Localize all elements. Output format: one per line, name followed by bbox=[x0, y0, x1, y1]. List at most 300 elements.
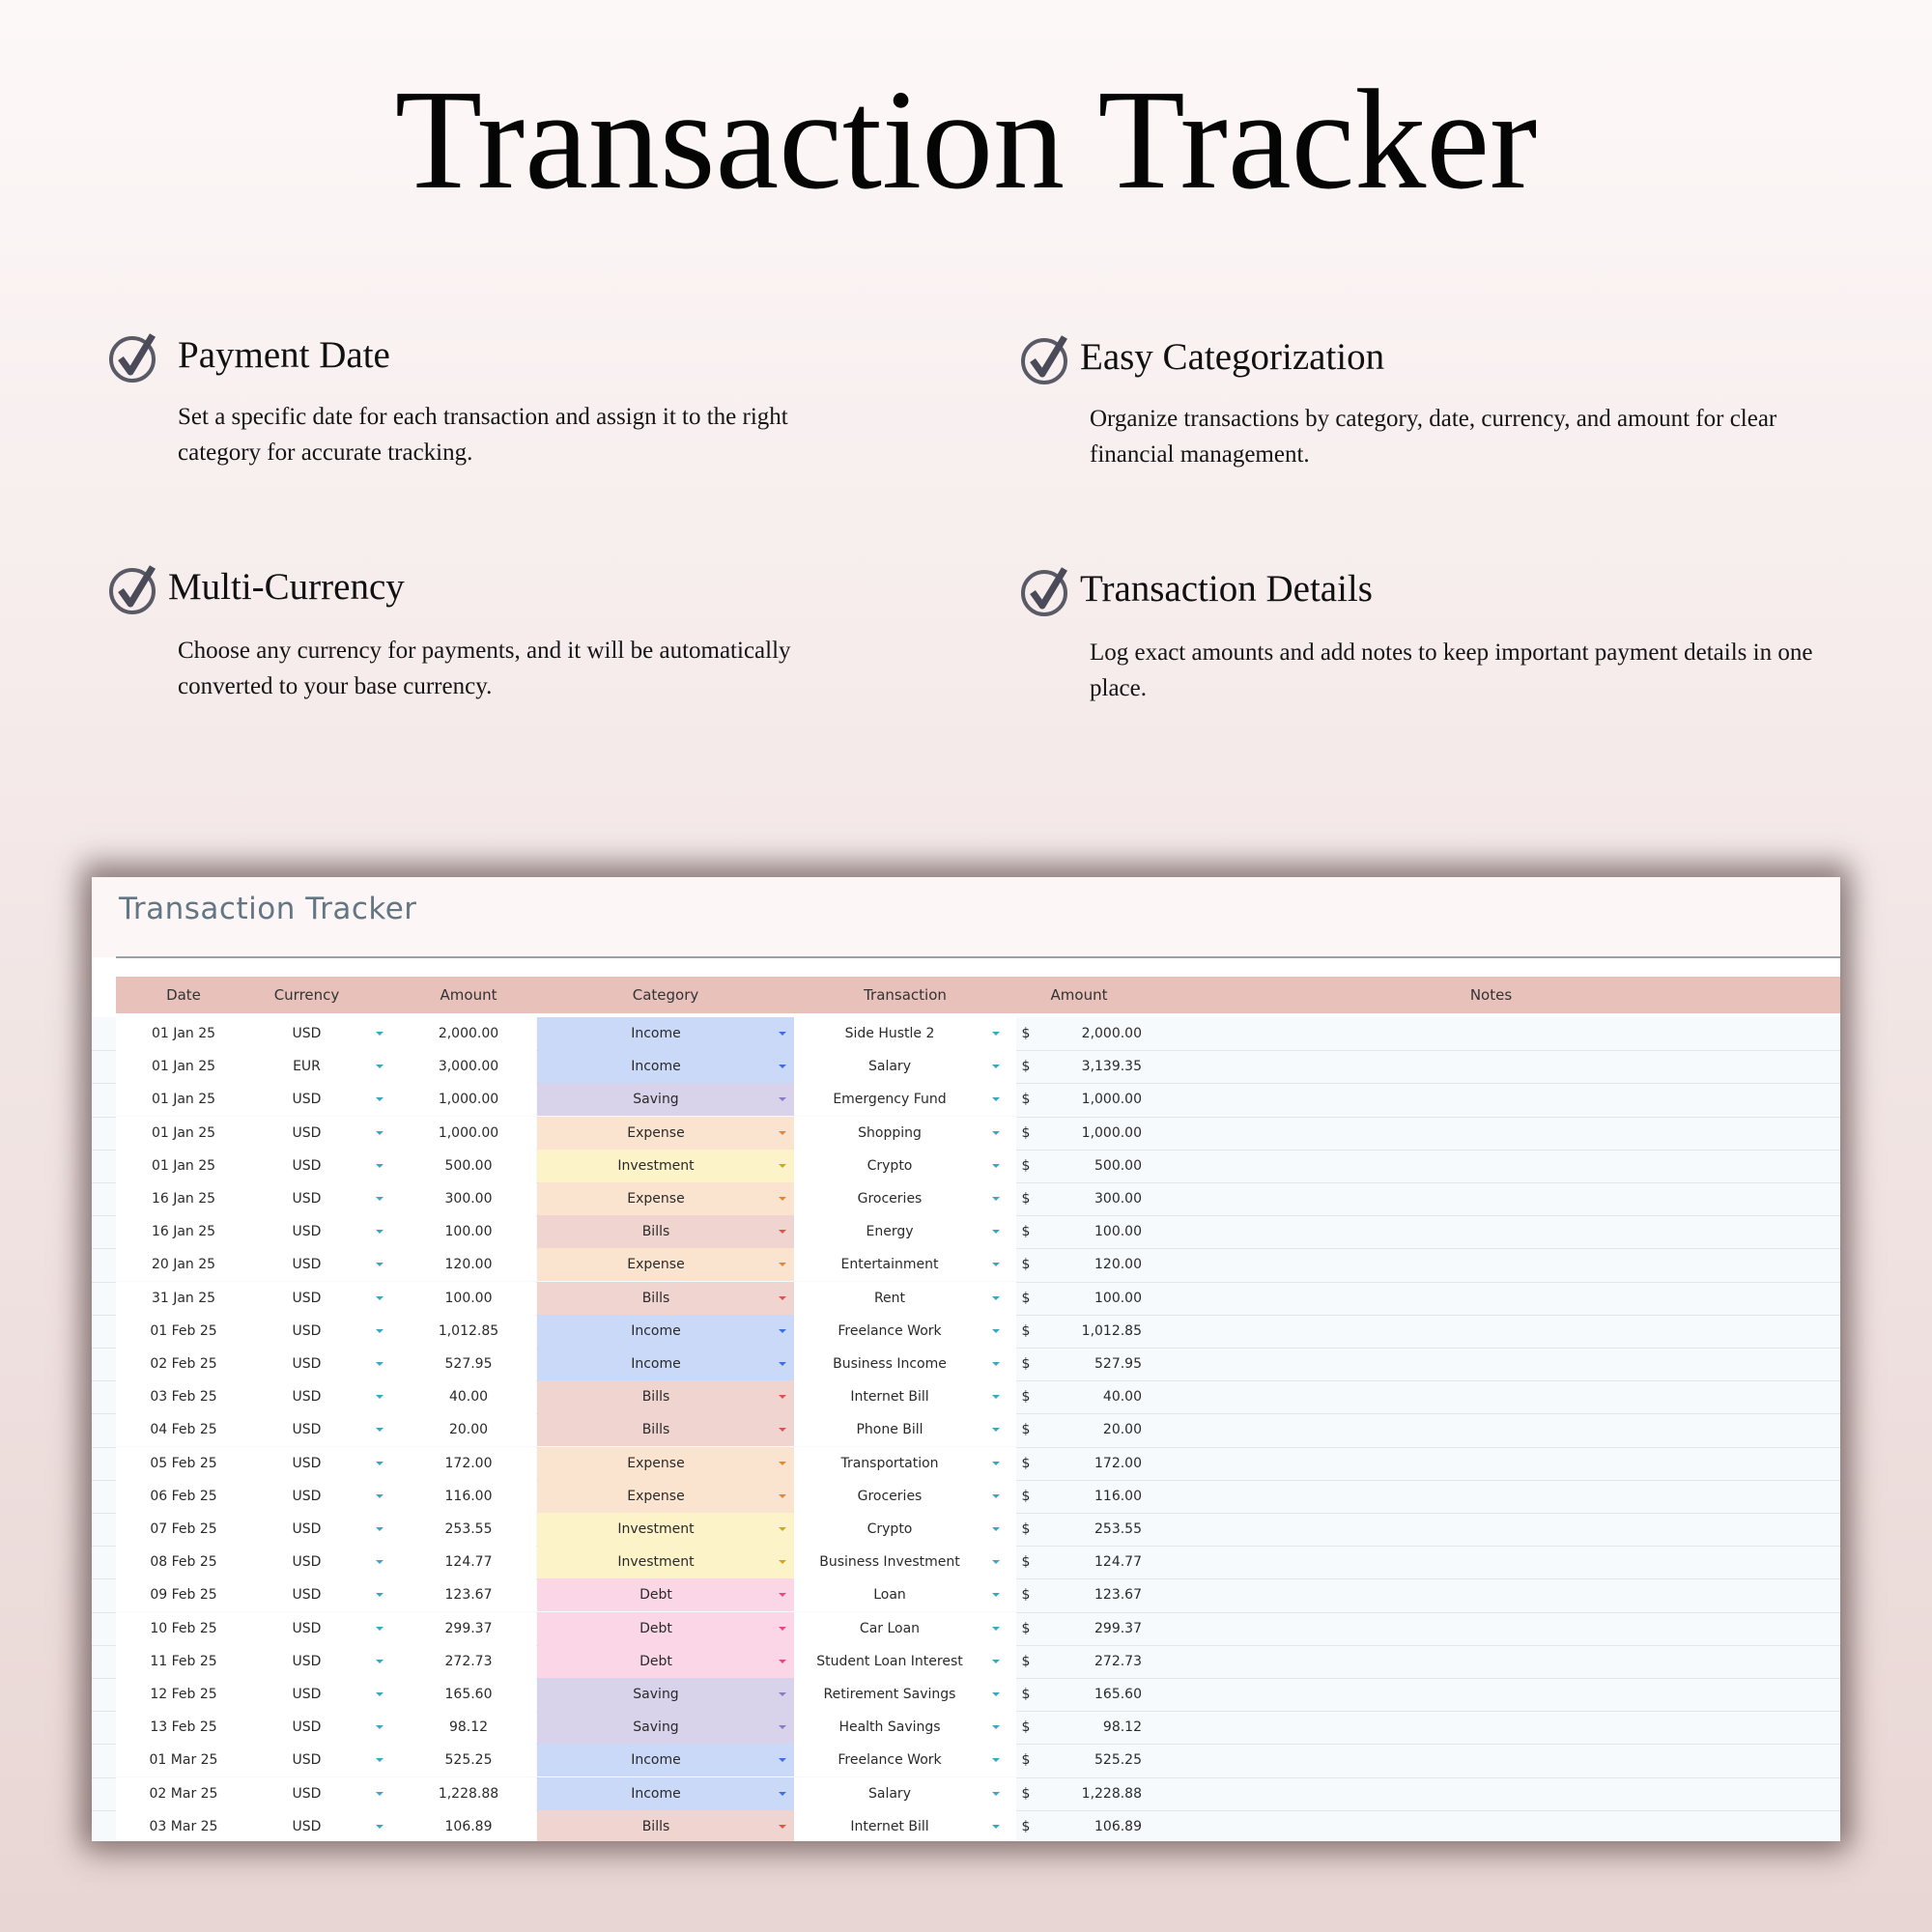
column-header-amount[interactable]: Amount bbox=[440, 986, 497, 1004]
category-dropdown[interactable] bbox=[537, 1413, 794, 1446]
date-cell[interactable]: 16 Jan 25 bbox=[116, 1215, 251, 1248]
dropdown-arrow-icon[interactable] bbox=[779, 1494, 786, 1498]
transaction-value: Internet Bill bbox=[850, 1389, 929, 1406]
amount-cell[interactable]: 98.12 bbox=[401, 1711, 536, 1744]
currency-value: USD bbox=[292, 1521, 322, 1537]
currency-symbol: $ bbox=[1021, 1587, 1031, 1604]
date-cell[interactable]: 01 Jan 25 bbox=[116, 1150, 251, 1182]
transaction-dropdown[interactable] bbox=[794, 1248, 1016, 1281]
dropdown-arrow-icon[interactable] bbox=[992, 1593, 1000, 1597]
dropdown-arrow-icon[interactable] bbox=[779, 1395, 786, 1399]
category-dropdown[interactable] bbox=[537, 1215, 794, 1248]
transaction-dropdown[interactable] bbox=[794, 1711, 1016, 1744]
dropdown-arrow-icon[interactable] bbox=[376, 1164, 384, 1168]
dropdown-arrow-icon[interactable] bbox=[992, 1494, 1000, 1498]
currency-dropdown[interactable] bbox=[251, 1083, 401, 1116]
currency-dropdown[interactable] bbox=[251, 1017, 401, 1050]
currency-dropdown[interactable] bbox=[251, 1117, 401, 1150]
currency-symbol: $ bbox=[1021, 1620, 1031, 1636]
sheet-header bbox=[92, 877, 1840, 957]
column-header-transaction[interactable]: Transaction bbox=[864, 986, 947, 1004]
currency-dropdown[interactable] bbox=[251, 1578, 401, 1611]
dropdown-arrow-icon[interactable] bbox=[779, 1527, 786, 1531]
currency-dropdown[interactable] bbox=[251, 1215, 401, 1248]
currency-value: USD bbox=[292, 1719, 322, 1736]
table-row bbox=[92, 1182, 1840, 1216]
date-cell[interactable]: 16 Jan 25 bbox=[116, 1182, 251, 1215]
dropdown-arrow-icon[interactable] bbox=[376, 1395, 384, 1399]
category-value: Expense bbox=[627, 1455, 685, 1471]
date-cell[interactable]: 05 Feb 25 bbox=[116, 1447, 251, 1480]
date-cell[interactable]: 01 Jan 25 bbox=[116, 1083, 251, 1116]
category-value: Income bbox=[631, 1322, 681, 1339]
dropdown-arrow-icon[interactable] bbox=[376, 1065, 384, 1068]
base-amount-cell: 272.73 bbox=[1094, 1653, 1142, 1669]
transaction-dropdown[interactable] bbox=[794, 1282, 1016, 1315]
base-amount-cell: 2,000.00 bbox=[1081, 1026, 1142, 1041]
currency-dropdown[interactable] bbox=[251, 1513, 401, 1546]
dropdown-arrow-icon[interactable] bbox=[779, 1428, 786, 1432]
dropdown-arrow-icon[interactable] bbox=[992, 1263, 1000, 1266]
transaction-dropdown[interactable] bbox=[794, 1083, 1016, 1116]
base-amount-cell: 116.00 bbox=[1094, 1488, 1142, 1504]
transaction-dropdown[interactable] bbox=[794, 1017, 1016, 1050]
date-cell[interactable]: 11 Feb 25 bbox=[116, 1645, 251, 1678]
dropdown-arrow-icon[interactable] bbox=[779, 1329, 786, 1333]
transaction-value: Internet Bill bbox=[850, 1818, 929, 1834]
transaction-value: Emergency Fund bbox=[833, 1092, 947, 1108]
category-dropdown[interactable] bbox=[537, 1711, 794, 1744]
date-cell[interactable]: 01 Feb 25 bbox=[116, 1315, 251, 1348]
transaction-value: Side Hustle 2 bbox=[844, 1026, 935, 1041]
currency-dropdown[interactable] bbox=[251, 1612, 401, 1645]
table-row bbox=[92, 1777, 1840, 1811]
currency-dropdown[interactable] bbox=[251, 1744, 401, 1776]
transaction-value: Car Loan bbox=[859, 1620, 921, 1636]
currency-value: USD bbox=[292, 1092, 322, 1108]
category-dropdown[interactable] bbox=[537, 1480, 794, 1513]
transaction-value: Rent bbox=[873, 1290, 906, 1306]
dropdown-arrow-icon[interactable] bbox=[376, 1131, 384, 1135]
amount-cell[interactable]: 1,000.00 bbox=[401, 1117, 536, 1150]
date-cell[interactable]: 01 Jan 25 bbox=[116, 1050, 251, 1083]
amount-cell[interactable]: 123.67 bbox=[401, 1578, 536, 1611]
table-row bbox=[92, 1348, 1840, 1381]
dropdown-arrow-icon[interactable] bbox=[376, 1593, 384, 1597]
date-cell[interactable]: 10 Feb 25 bbox=[116, 1612, 251, 1645]
date-cell[interactable]: 09 Feb 25 bbox=[116, 1578, 251, 1611]
category-dropdown[interactable] bbox=[537, 1380, 794, 1413]
transaction-dropdown[interactable] bbox=[794, 1215, 1016, 1248]
transaction-dropdown[interactable] bbox=[794, 1612, 1016, 1645]
dropdown-arrow-icon[interactable] bbox=[376, 1560, 384, 1564]
currency-dropdown[interactable] bbox=[251, 1348, 401, 1380]
amount-cell[interactable]: 525.25 bbox=[401, 1744, 536, 1776]
currency-symbol: $ bbox=[1021, 1389, 1031, 1406]
dropdown-arrow-icon[interactable] bbox=[992, 1197, 1000, 1201]
dropdown-arrow-icon[interactable] bbox=[779, 1692, 786, 1696]
base-amount-cell: 253.55 bbox=[1094, 1521, 1142, 1537]
feature-description: Set a specific date for each transaction and assign it to the right category for accurate tracking. bbox=[178, 404, 788, 466]
column-header-date[interactable]: Date bbox=[166, 986, 201, 1004]
table-row bbox=[92, 1050, 1840, 1084]
dropdown-arrow-icon[interactable] bbox=[992, 1395, 1000, 1399]
table-row bbox=[92, 1612, 1840, 1646]
amount-cell[interactable]: 272.73 bbox=[401, 1645, 536, 1678]
currency-symbol: $ bbox=[1021, 1092, 1031, 1108]
date-cell[interactable]: 01 Jan 25 bbox=[116, 1117, 251, 1150]
category-dropdown[interactable] bbox=[537, 1513, 794, 1546]
transaction-dropdown[interactable] bbox=[794, 1150, 1016, 1182]
transaction-dropdown[interactable] bbox=[794, 1513, 1016, 1546]
sheet-title: Transaction Tracker bbox=[119, 892, 417, 926]
date-cell[interactable]: 02 Feb 25 bbox=[116, 1348, 251, 1380]
dropdown-arrow-icon[interactable] bbox=[376, 1527, 384, 1531]
category-dropdown[interactable] bbox=[537, 1810, 794, 1841]
transaction-dropdown[interactable] bbox=[794, 1777, 1016, 1810]
dropdown-arrow-icon[interactable] bbox=[779, 1362, 786, 1366]
amount-cell[interactable]: 1,012.85 bbox=[401, 1315, 536, 1348]
currency-dropdown[interactable] bbox=[251, 1678, 401, 1711]
currency-symbol: $ bbox=[1021, 1488, 1031, 1504]
transaction-value: Business Investment bbox=[819, 1554, 960, 1571]
dropdown-arrow-icon[interactable] bbox=[376, 1428, 384, 1432]
dropdown-arrow-icon[interactable] bbox=[992, 1792, 1000, 1796]
currency-symbol: $ bbox=[1021, 1752, 1031, 1769]
base-amount-cell: 123.67 bbox=[1094, 1587, 1142, 1604]
amount-cell[interactable]: 106.89 bbox=[401, 1810, 536, 1841]
currency-dropdown[interactable] bbox=[251, 1480, 401, 1513]
table-row bbox=[92, 1380, 1840, 1414]
dropdown-arrow-icon[interactable] bbox=[779, 1758, 786, 1762]
amount-cell[interactable]: 165.60 bbox=[401, 1678, 536, 1711]
category-value: Income bbox=[631, 1752, 681, 1769]
currency-symbol: $ bbox=[1021, 1653, 1031, 1669]
currency-dropdown[interactable] bbox=[251, 1282, 401, 1315]
table-row bbox=[92, 1117, 1840, 1151]
transaction-value: Phone Bill bbox=[856, 1422, 923, 1438]
date-cell[interactable]: 31 Jan 25 bbox=[116, 1282, 251, 1315]
dropdown-arrow-icon[interactable] bbox=[779, 1462, 786, 1465]
currency-dropdown[interactable] bbox=[251, 1711, 401, 1744]
category-value: Income bbox=[631, 1026, 681, 1041]
currency-value: USD bbox=[292, 1488, 322, 1504]
date-cell[interactable]: 07 Feb 25 bbox=[116, 1513, 251, 1546]
date-cell[interactable]: 01 Mar 25 bbox=[116, 1744, 251, 1776]
date-cell[interactable]: 20 Jan 25 bbox=[116, 1248, 251, 1281]
dropdown-arrow-icon[interactable] bbox=[376, 1329, 384, 1333]
base-amount-cell: 165.60 bbox=[1094, 1687, 1142, 1702]
dropdown-arrow-icon[interactable] bbox=[992, 1758, 1000, 1762]
transaction-value: Groceries bbox=[857, 1191, 923, 1207]
transaction-dropdown[interactable] bbox=[794, 1645, 1016, 1678]
dropdown-arrow-icon[interactable] bbox=[992, 1065, 1000, 1068]
dropdown-arrow-icon[interactable] bbox=[376, 1758, 384, 1762]
dropdown-arrow-icon[interactable] bbox=[376, 1792, 384, 1796]
dropdown-arrow-icon[interactable] bbox=[376, 1825, 384, 1829]
currency-value: USD bbox=[292, 1455, 322, 1471]
base-amount-cell: 300.00 bbox=[1094, 1191, 1142, 1207]
currency-symbol: $ bbox=[1021, 1224, 1031, 1240]
dropdown-arrow-icon[interactable] bbox=[376, 1032, 384, 1036]
category-value: Debt bbox=[639, 1587, 672, 1604]
currency-dropdown[interactable] bbox=[251, 1150, 401, 1182]
category-dropdown[interactable] bbox=[537, 1744, 794, 1776]
category-dropdown[interactable] bbox=[537, 1645, 794, 1678]
category-dropdown[interactable] bbox=[537, 1315, 794, 1348]
transaction-dropdown[interactable] bbox=[794, 1050, 1016, 1083]
amount-cell[interactable]: 40.00 bbox=[401, 1380, 536, 1413]
transaction-dropdown[interactable] bbox=[794, 1182, 1016, 1215]
currency-symbol: $ bbox=[1021, 1191, 1031, 1207]
table-row bbox=[92, 1150, 1840, 1183]
dropdown-arrow-icon[interactable] bbox=[376, 1725, 384, 1729]
currency-dropdown[interactable] bbox=[251, 1447, 401, 1480]
check-circle-icon bbox=[108, 331, 160, 384]
dropdown-arrow-icon[interactable] bbox=[779, 1131, 786, 1135]
transaction-dropdown[interactable] bbox=[794, 1447, 1016, 1480]
base-amount-cell: 172.00 bbox=[1094, 1455, 1142, 1471]
dropdown-arrow-icon[interactable] bbox=[376, 1097, 384, 1101]
dropdown-arrow-icon[interactable] bbox=[779, 1164, 786, 1168]
date-cell[interactable]: 06 Feb 25 bbox=[116, 1480, 251, 1513]
transaction-value: Groceries bbox=[857, 1488, 923, 1504]
category-dropdown[interactable] bbox=[537, 1050, 794, 1083]
dropdown-arrow-icon[interactable] bbox=[992, 1627, 1000, 1631]
dropdown-arrow-icon[interactable] bbox=[992, 1527, 1000, 1531]
currency-dropdown[interactable] bbox=[251, 1050, 401, 1083]
amount-cell[interactable]: 100.00 bbox=[401, 1215, 536, 1248]
currency-dropdown[interactable] bbox=[251, 1248, 401, 1281]
dropdown-arrow-icon[interactable] bbox=[992, 1428, 1000, 1432]
transaction-value: Retirement Savings bbox=[823, 1687, 956, 1702]
dropdown-arrow-icon[interactable] bbox=[376, 1263, 384, 1266]
category-value: Debt bbox=[639, 1653, 672, 1669]
dropdown-arrow-icon[interactable] bbox=[779, 1560, 786, 1564]
base-amount-cell: 40.00 bbox=[1102, 1389, 1142, 1406]
currency-dropdown[interactable] bbox=[251, 1182, 401, 1215]
transaction-dropdown[interactable] bbox=[794, 1810, 1016, 1841]
amount-cell[interactable]: 172.00 bbox=[401, 1447, 536, 1480]
base-amount-cell: 3,139.35 bbox=[1081, 1059, 1142, 1075]
category-dropdown[interactable] bbox=[537, 1117, 794, 1150]
transaction-dropdown[interactable] bbox=[794, 1413, 1016, 1446]
category-dropdown[interactable] bbox=[537, 1248, 794, 1281]
dropdown-arrow-icon[interactable] bbox=[992, 1462, 1000, 1465]
check-circle-icon bbox=[108, 563, 160, 615]
dropdown-arrow-icon[interactable] bbox=[992, 1032, 1000, 1036]
category-value: Bills bbox=[641, 1224, 670, 1240]
dropdown-arrow-icon[interactable] bbox=[376, 1627, 384, 1631]
currency-value: USD bbox=[292, 1257, 322, 1273]
dropdown-arrow-icon[interactable] bbox=[779, 1660, 786, 1663]
date-cell[interactable]: 08 Feb 25 bbox=[116, 1546, 251, 1578]
dropdown-arrow-icon[interactable] bbox=[779, 1065, 786, 1068]
base-amount-cell: 1,000.00 bbox=[1081, 1092, 1142, 1108]
currency-dropdown[interactable] bbox=[251, 1777, 401, 1810]
amount-cell[interactable]: 299.37 bbox=[401, 1612, 536, 1645]
dropdown-arrow-icon[interactable] bbox=[992, 1329, 1000, 1333]
dropdown-arrow-icon[interactable] bbox=[376, 1494, 384, 1498]
currency-dropdown[interactable] bbox=[251, 1810, 401, 1841]
currency-dropdown[interactable] bbox=[251, 1546, 401, 1578]
category-value: Investment bbox=[617, 1157, 695, 1174]
transaction-value: Freelance Work bbox=[838, 1752, 942, 1769]
amount-cell[interactable]: 100.00 bbox=[401, 1282, 536, 1315]
currency-symbol: $ bbox=[1021, 1059, 1031, 1075]
dropdown-arrow-icon[interactable] bbox=[376, 1296, 384, 1300]
dropdown-arrow-icon[interactable] bbox=[376, 1230, 384, 1234]
dropdown-arrow-icon[interactable] bbox=[779, 1593, 786, 1597]
transaction-value: Business Income bbox=[833, 1356, 947, 1372]
table-row bbox=[92, 1413, 1840, 1447]
date-cell[interactable]: 02 Mar 25 bbox=[116, 1777, 251, 1810]
dropdown-arrow-icon[interactable] bbox=[992, 1660, 1000, 1663]
dropdown-arrow-icon[interactable] bbox=[779, 1792, 786, 1796]
feature-description: Organize transactions by category, date, currency, and amount for clear financial management. bbox=[1090, 406, 1777, 468]
date-cell[interactable]: 03 Mar 25 bbox=[116, 1810, 251, 1841]
amount-cell[interactable]: 3,000.00 bbox=[401, 1050, 536, 1083]
category-dropdown[interactable] bbox=[537, 1578, 794, 1611]
dropdown-arrow-icon[interactable] bbox=[376, 1660, 384, 1663]
category-dropdown[interactable] bbox=[537, 1546, 794, 1578]
currency-value: USD bbox=[292, 1191, 322, 1207]
base-amount-cell: 100.00 bbox=[1094, 1224, 1142, 1240]
category-value: Income bbox=[631, 1059, 681, 1075]
feature-title: Payment Date bbox=[178, 334, 390, 376]
amount-cell[interactable]: 120.00 bbox=[401, 1248, 536, 1281]
currency-symbol: $ bbox=[1021, 1157, 1031, 1174]
category-dropdown[interactable] bbox=[537, 1678, 794, 1711]
dropdown-arrow-icon[interactable] bbox=[779, 1230, 786, 1234]
dropdown-arrow-icon[interactable] bbox=[376, 1462, 384, 1465]
dropdown-arrow-icon[interactable] bbox=[779, 1627, 786, 1631]
transaction-dropdown[interactable] bbox=[794, 1744, 1016, 1776]
transaction-value: Energy bbox=[866, 1224, 914, 1240]
dropdown-arrow-icon[interactable] bbox=[779, 1725, 786, 1729]
amount-cell[interactable]: 124.77 bbox=[401, 1546, 536, 1578]
column-header-currency[interactable]: Currency bbox=[273, 986, 340, 1004]
transaction-value: Entertainment bbox=[840, 1257, 939, 1273]
dropdown-arrow-icon[interactable] bbox=[992, 1164, 1000, 1168]
dropdown-arrow-icon[interactable] bbox=[779, 1097, 786, 1101]
dropdown-arrow-icon[interactable] bbox=[992, 1560, 1000, 1564]
transaction-dropdown[interactable] bbox=[794, 1315, 1016, 1348]
amount-cell[interactable]: 500.00 bbox=[401, 1150, 536, 1182]
category-dropdown[interactable] bbox=[537, 1083, 794, 1116]
transaction-dropdown[interactable] bbox=[794, 1348, 1016, 1380]
dropdown-arrow-icon[interactable] bbox=[992, 1825, 1000, 1829]
dropdown-arrow-icon[interactable] bbox=[992, 1692, 1000, 1696]
spreadsheet-panel bbox=[92, 877, 1840, 1841]
category-value: Income bbox=[631, 1356, 681, 1372]
table-row bbox=[92, 1678, 1840, 1712]
table-row bbox=[92, 1546, 1840, 1579]
date-cell[interactable]: 04 Feb 25 bbox=[116, 1413, 251, 1446]
dropdown-arrow-icon[interactable] bbox=[992, 1097, 1000, 1101]
category-dropdown[interactable] bbox=[537, 1447, 794, 1480]
category-dropdown[interactable] bbox=[537, 1777, 794, 1810]
transaction-value: Shopping bbox=[858, 1124, 922, 1141]
category-dropdown[interactable] bbox=[537, 1017, 794, 1050]
dropdown-arrow-icon[interactable] bbox=[376, 1692, 384, 1696]
dropdown-arrow-icon[interactable] bbox=[992, 1296, 1000, 1300]
currency-dropdown[interactable] bbox=[251, 1380, 401, 1413]
table-row bbox=[92, 1315, 1840, 1349]
currency-symbol: $ bbox=[1021, 1322, 1031, 1339]
category-dropdown[interactable] bbox=[537, 1182, 794, 1215]
transaction-value: Loan bbox=[873, 1587, 906, 1604]
amount-cell[interactable]: 527.95 bbox=[401, 1348, 536, 1380]
base-amount-cell: 299.37 bbox=[1094, 1620, 1142, 1636]
category-dropdown[interactable] bbox=[537, 1282, 794, 1315]
column-header-category[interactable]: Category bbox=[632, 986, 699, 1004]
transaction-dropdown[interactable] bbox=[794, 1380, 1016, 1413]
amount-cell[interactable]: 116.00 bbox=[401, 1480, 536, 1513]
amount-cell[interactable]: 1,000.00 bbox=[401, 1083, 536, 1116]
currency-symbol: $ bbox=[1021, 1026, 1031, 1041]
amount-cell[interactable]: 300.00 bbox=[401, 1182, 536, 1215]
transaction-dropdown[interactable] bbox=[794, 1480, 1016, 1513]
dropdown-arrow-icon[interactable] bbox=[992, 1725, 1000, 1729]
dropdown-arrow-icon[interactable] bbox=[376, 1197, 384, 1201]
currency-value: USD bbox=[292, 1620, 322, 1636]
amount-cell[interactable]: 20.00 bbox=[401, 1413, 536, 1446]
feature-title: Multi-Currency bbox=[168, 566, 405, 608]
column-header-notes[interactable]: Notes bbox=[1469, 986, 1513, 1004]
column-header-base-amount[interactable]: Amount bbox=[1050, 986, 1108, 1004]
dropdown-arrow-icon[interactable] bbox=[779, 1263, 786, 1266]
dropdown-arrow-icon[interactable] bbox=[779, 1032, 786, 1036]
transaction-dropdown[interactable] bbox=[794, 1546, 1016, 1578]
amount-cell[interactable]: 1,228.88 bbox=[401, 1777, 536, 1810]
base-amount-cell: 98.12 bbox=[1102, 1719, 1142, 1736]
category-dropdown[interactable] bbox=[537, 1150, 794, 1182]
category-dropdown[interactable] bbox=[537, 1612, 794, 1645]
dropdown-arrow-icon[interactable] bbox=[992, 1230, 1000, 1234]
category-dropdown[interactable] bbox=[537, 1348, 794, 1380]
currency-value: USD bbox=[292, 1026, 322, 1041]
currency-value: USD bbox=[292, 1389, 322, 1406]
currency-dropdown[interactable] bbox=[251, 1413, 401, 1446]
category-value: Expense bbox=[627, 1124, 685, 1141]
category-value: Expense bbox=[627, 1191, 685, 1207]
dropdown-arrow-icon[interactable] bbox=[779, 1197, 786, 1201]
currency-value: USD bbox=[292, 1356, 322, 1372]
date-cell[interactable]: 03 Feb 25 bbox=[116, 1380, 251, 1413]
amount-cell[interactable]: 2,000.00 bbox=[401, 1017, 536, 1050]
transaction-dropdown[interactable] bbox=[794, 1578, 1016, 1611]
dropdown-arrow-icon[interactable] bbox=[992, 1131, 1000, 1135]
date-cell[interactable]: 13 Feb 25 bbox=[116, 1711, 251, 1744]
dropdown-arrow-icon[interactable] bbox=[376, 1362, 384, 1366]
transaction-dropdown[interactable] bbox=[794, 1117, 1016, 1150]
date-cell[interactable]: 12 Feb 25 bbox=[116, 1678, 251, 1711]
category-value: Saving bbox=[633, 1092, 679, 1108]
date-cell[interactable]: 01 Jan 25 bbox=[116, 1017, 251, 1050]
dropdown-arrow-icon[interactable] bbox=[992, 1362, 1000, 1366]
transaction-value: Student Loan Interest bbox=[816, 1653, 963, 1669]
dropdown-arrow-icon[interactable] bbox=[779, 1825, 786, 1829]
amount-cell[interactable]: 253.55 bbox=[401, 1513, 536, 1546]
category-value: Investment bbox=[617, 1521, 695, 1537]
currency-dropdown[interactable] bbox=[251, 1645, 401, 1678]
transaction-dropdown[interactable] bbox=[794, 1678, 1016, 1711]
dropdown-arrow-icon[interactable] bbox=[779, 1296, 786, 1300]
currency-value: USD bbox=[292, 1587, 322, 1604]
currency-dropdown[interactable] bbox=[251, 1315, 401, 1348]
currency-value: USD bbox=[292, 1687, 322, 1702]
